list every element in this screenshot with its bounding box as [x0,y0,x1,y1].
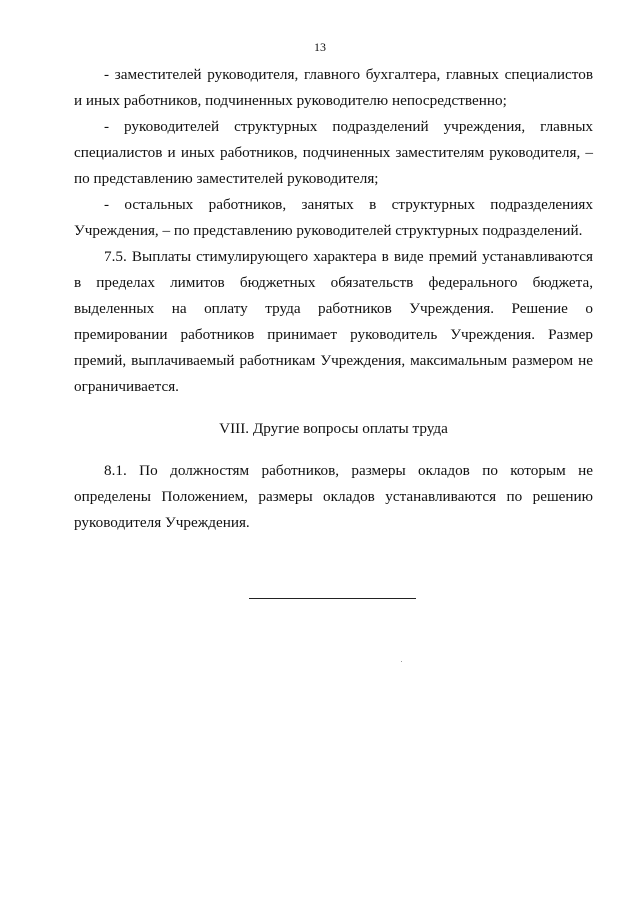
paragraph-other-employees: - остальных работников, занятых в структурных подразделениях Учреждения, – по представлению руководителей структурных подразделений. [74,196,593,239]
page-number: 13 [314,40,326,54]
paragraph-deputies: - заместителей руководителя, главного бухгалтера, главных специалистов и иных работников, подчиненных руководителю непосредственно; [74,66,593,109]
paragraph-department-heads: - руководителей структурных подразделений учреждения, главных специалистов и иных работников, подчиненных заместителям руководителя, – по представлению заместителей руководителя; [74,118,593,187]
scan-speck [401,661,402,662]
paragraph-7-5: 7.5. Выплаты стимулирующего характера в виде премий устанавливаются в пределах лимитов бюджетных обязательств федерального бюджета, выделенных на оплату труда работников Учреждения. Решение о премировании работников принимает руководитель Учреждения. Размер премий, выплачиваемый работникам Учреждения, максимальным размером не ограничивается. [74,248,593,395]
document-body [74,62,593,536]
paragraph-8-1: 8.1. По должностям работников, размеры окладов по которым не определены Положением, размеры окладов устанавливаются по решению руководителя Учреждения. [74,462,593,531]
end-of-document-rule [249,598,416,599]
section-heading-viii: VIII. Другие вопросы оплаты труда [219,420,448,437]
